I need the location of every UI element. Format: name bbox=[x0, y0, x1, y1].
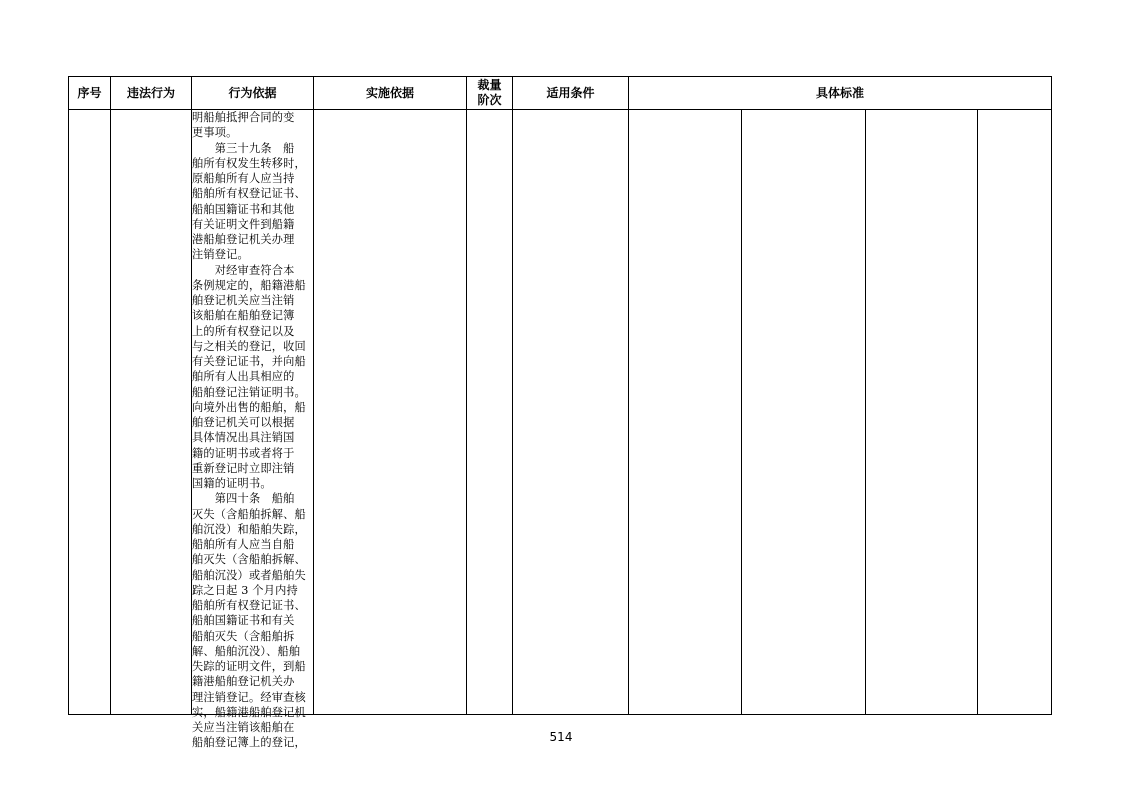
basis-text-line: 对经审查符合本 bbox=[192, 263, 295, 277]
basis-text-line: 港船舶登记机关办理 bbox=[192, 233, 295, 246]
basis-text-line: 船舶国籍证书和有关 bbox=[192, 614, 295, 628]
basis-text-line: 船舶所有人应当自船 bbox=[192, 538, 295, 551]
basis-text-line: 重新登记时立即注销 bbox=[192, 461, 295, 475]
column-divider bbox=[313, 77, 314, 714]
basis-text-line: 第三十九条 船 bbox=[192, 141, 295, 155]
basis-text-line: 注销登记。 bbox=[192, 248, 249, 262]
basis-text-line: 灭失（含船舶拆解、船 bbox=[192, 507, 306, 521]
basis-text-line: 船舶所有权登记证书、 bbox=[192, 599, 306, 612]
basis-text-line: 更事项。 bbox=[192, 126, 238, 140]
basis-text-line: 失踪的证明文件，到船 bbox=[192, 660, 306, 673]
basis-text-line: 实，船籍港船舶登记机 bbox=[192, 705, 306, 719]
standard-subcolumn-divider bbox=[865, 109, 866, 714]
header-level bbox=[467, 77, 512, 109]
header-standard: 具体标准 bbox=[815, 85, 864, 100]
basis-text-line: 明船舶抵押合同的变 bbox=[192, 111, 295, 124]
basis-text-line: 籍港船舶登记机关办 bbox=[192, 675, 295, 689]
basis-text-line: 踪之日起 3 个月内持 bbox=[192, 583, 298, 597]
basis-text-line: 船舶所有权登记证书、 bbox=[192, 187, 306, 201]
basis-text-line: 船舶沉没）或者船舶失 bbox=[192, 568, 306, 582]
basis-text-line: 有关证明文件到船籍 bbox=[192, 217, 295, 231]
standard-subcolumn-divider bbox=[977, 109, 978, 714]
basis-text-line: 舶所有人出具相应的 bbox=[192, 370, 295, 384]
basis-text-line: 船舶登记注销证明书。 bbox=[192, 385, 306, 399]
column-divider bbox=[466, 77, 467, 714]
header-implementation: 实施依据 bbox=[365, 85, 414, 100]
page-number: 514 bbox=[549, 730, 573, 744]
header-level-line1: 裁量 bbox=[477, 78, 502, 92]
basis-text-line: 关应当注销该船舶在 bbox=[192, 721, 295, 734]
basis-text-line: 原船舶所有人应当持 bbox=[192, 172, 295, 185]
column-divider bbox=[628, 77, 629, 714]
basis-cell-text bbox=[192, 110, 312, 751]
standard-subcolumn-divider bbox=[741, 109, 742, 714]
basis-text-line: 向境外出售的船舶，船 bbox=[192, 400, 306, 414]
basis-text-line: 与之相关的登记，收回 bbox=[192, 339, 306, 353]
basis-text-line: 舶登记机关应当注销 bbox=[192, 294, 295, 307]
basis-text-line: 船舶灭失（含船舶拆 bbox=[192, 629, 295, 643]
basis-text-line: 第四十条 船舶 bbox=[192, 492, 295, 506]
header-seq: 序号 bbox=[77, 85, 102, 100]
basis-text-line: 舶登记机关可以根据 bbox=[192, 416, 295, 429]
basis-text-line: 籍的证明书或者将于 bbox=[192, 446, 295, 460]
basis-text-line: 舶灭失（含船舶拆解、 bbox=[192, 553, 306, 567]
column-divider bbox=[110, 77, 111, 714]
header-basis: 行为依据 bbox=[228, 85, 277, 100]
header-violation: 违法行为 bbox=[126, 85, 175, 100]
basis-text-line: 船舶国籍证书和其他 bbox=[192, 202, 295, 216]
basis-text-line: 国籍的证明书。 bbox=[192, 477, 272, 490]
basis-text-line: 具体情况出具注销国 bbox=[192, 431, 295, 445]
basis-text-line: 上的所有权登记以及 bbox=[192, 324, 295, 338]
basis-text-line: 舶沉没）和船舶失踪， bbox=[192, 522, 306, 536]
column-divider bbox=[512, 77, 513, 714]
basis-text-line: 船舶登记簿上的登记， bbox=[192, 736, 306, 750]
header-level-line2: 阶次 bbox=[477, 93, 502, 107]
basis-text-line: 有关登记证书，并向船 bbox=[192, 355, 306, 368]
basis-text-line: 理注销登记。经审查核 bbox=[192, 690, 306, 704]
basis-text-line: 条例规定的，船籍港船 bbox=[192, 278, 306, 292]
header-conditions: 适用条件 bbox=[546, 85, 595, 100]
basis-text-line: 该船舶在船舶登记簿 bbox=[192, 309, 295, 323]
basis-text-line: 解、船舶沉没）、船舶 bbox=[192, 644, 301, 658]
basis-text-line: 舶所有权发生转移时， bbox=[192, 156, 306, 170]
